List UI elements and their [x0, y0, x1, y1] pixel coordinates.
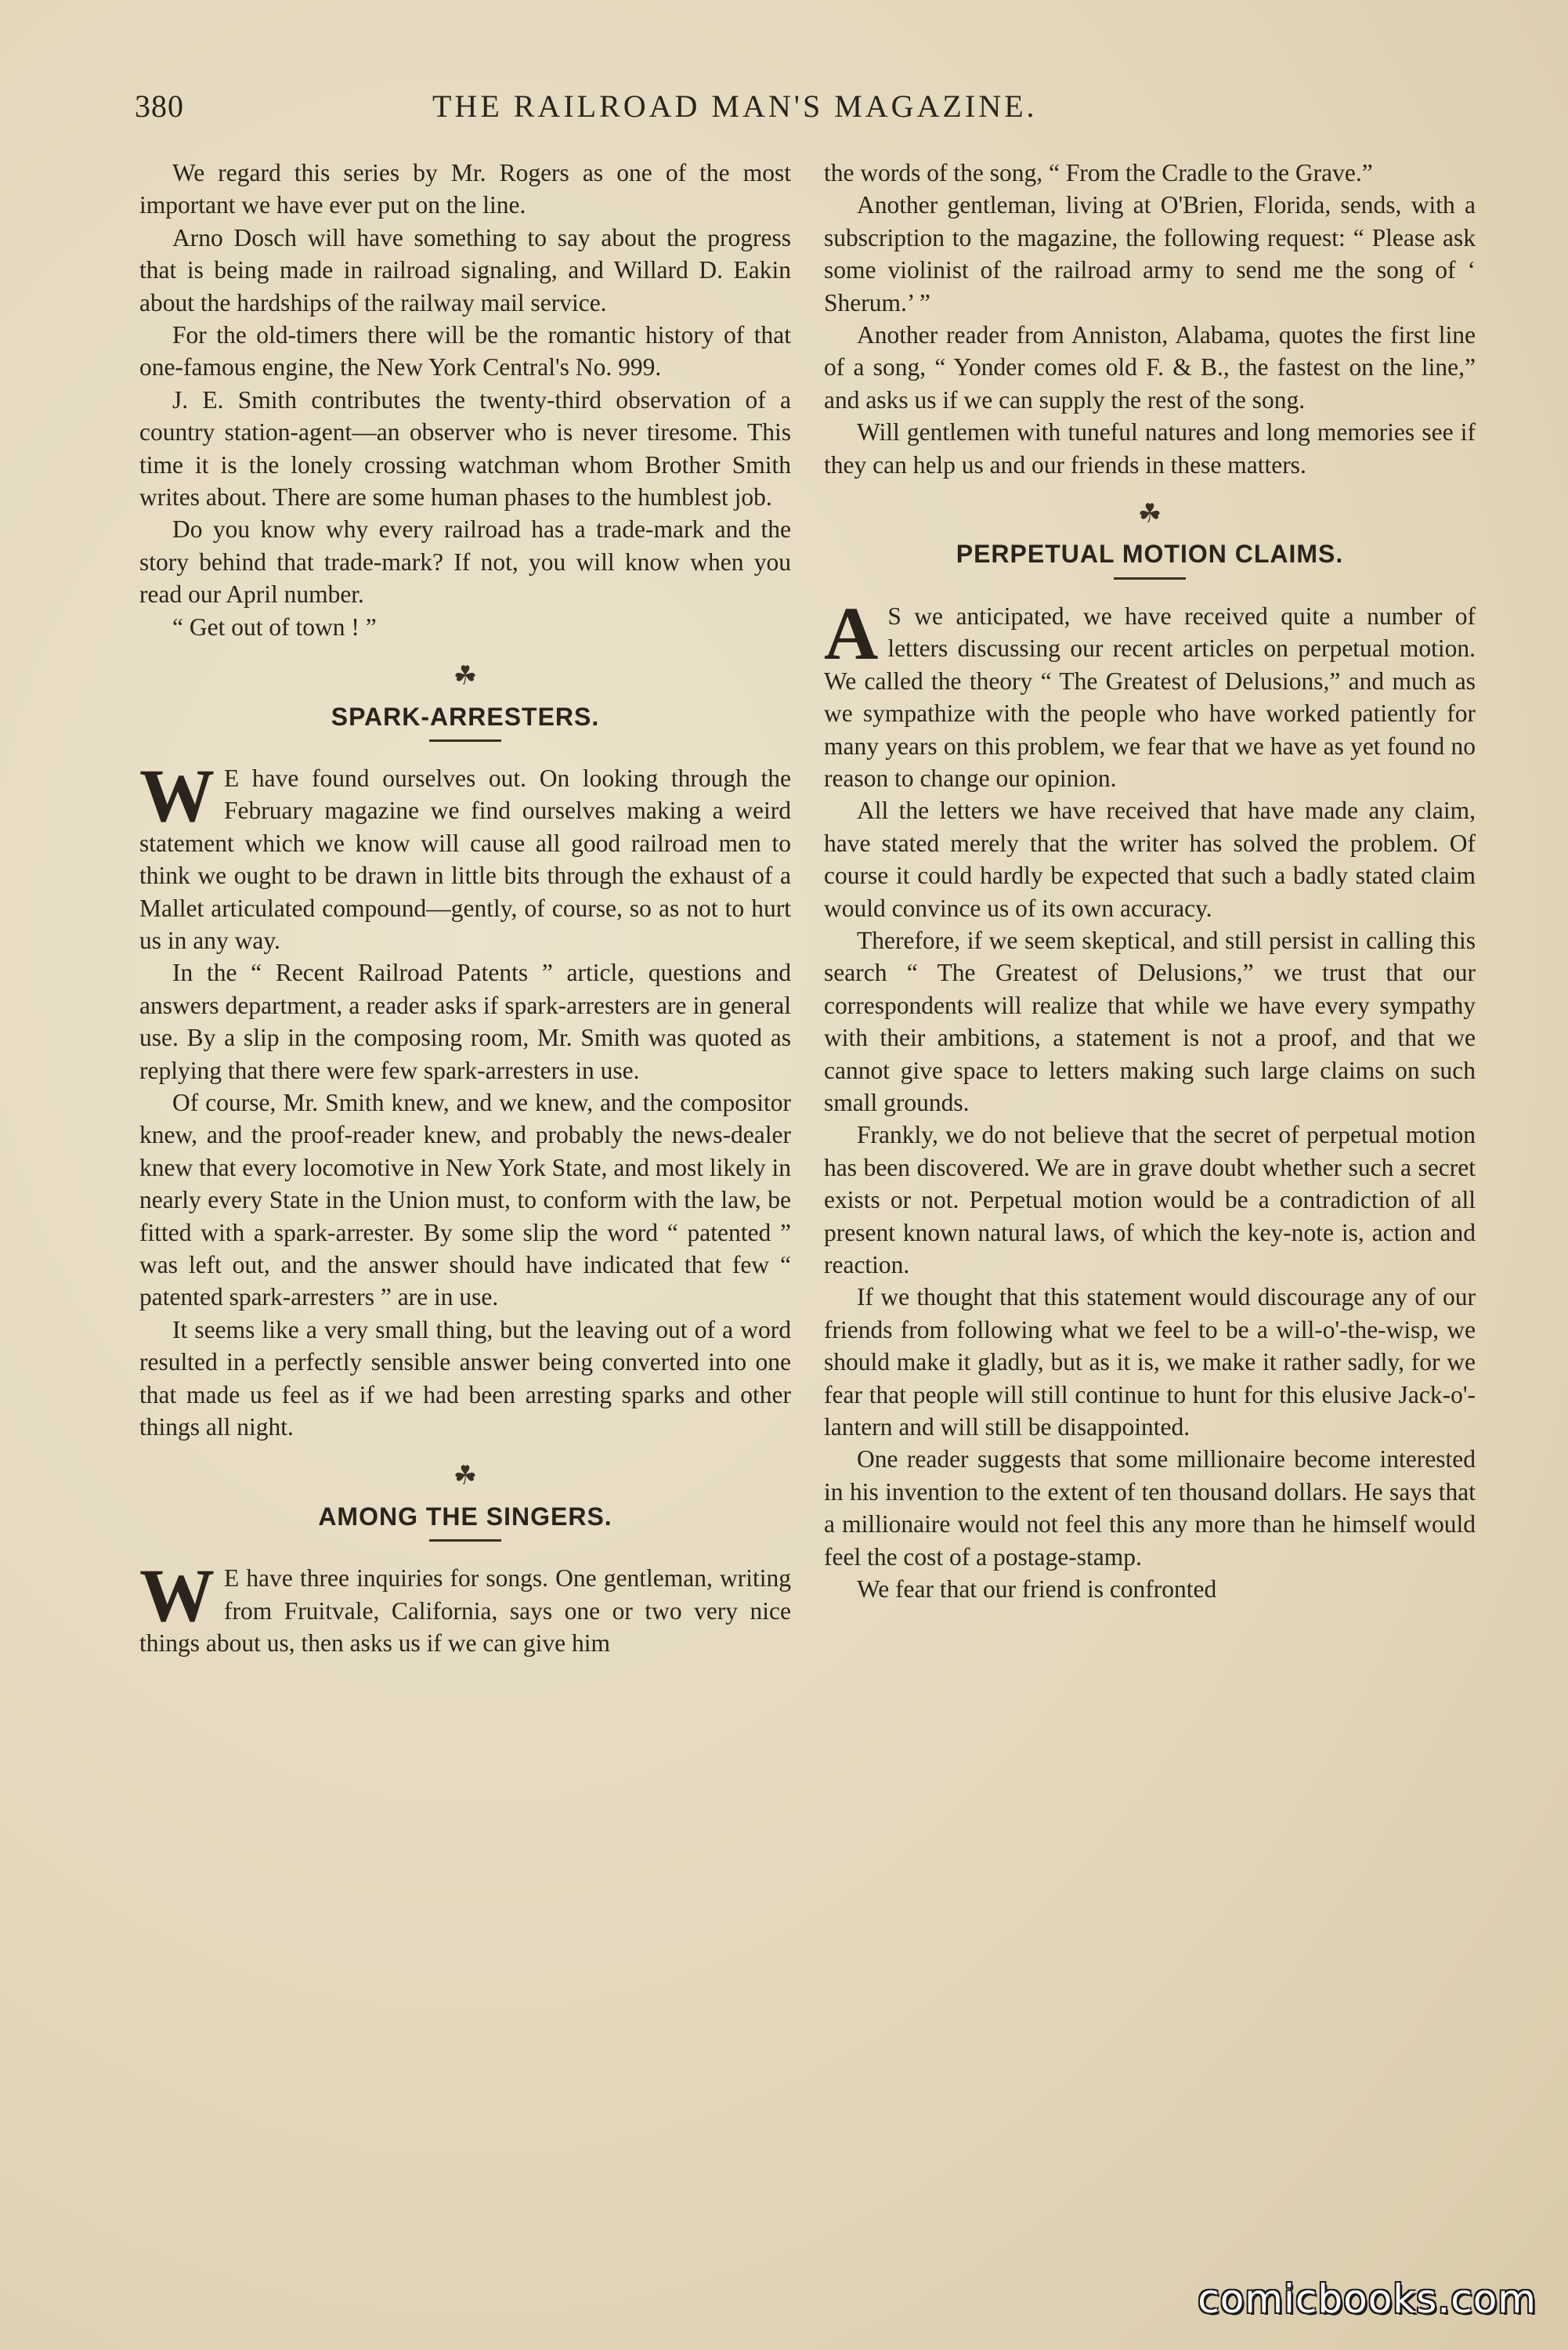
paragraph: Therefore, if we seem skeptical, and still persist in calling this search “ The Greatest of Delusions,” we trust that our correspondents will realize that while we have every sympathy with their ambitions, a statement is not a proof, and that we cannot give space to letters making such large claims on such small grounds. — [824, 926, 1476, 1116]
paragraph-text: E have found ourselves out. On looking through the February magazine we find ourselves making a weird statement which we know will cause all good railroad men to think we ought to be drawn in little bits through the exhaust of a Mallet articulated compound—gently, of course, so as not to hurt us in any way. — [139, 764, 791, 954]
watermark: comicbooks.com — [1198, 2276, 1537, 2322]
paragraph: Frankly, we do not believe that the secret of perpetual motion has been discovered. We are in grave doubt whether such a secret exists or not. Perpetual motion would be a contradiction of all present known natural laws, of which the key-note is, action and reaction. — [824, 1121, 1476, 1278]
paragraph: Another reader from Anniston, Alabama, quotes the first line of a song, “ Yonder comes old F. & B., the fastest on the line,” and asks us if we can supply the rest of the song. — [824, 321, 1476, 414]
paragraph: We regard this series by Mr. Rogers as one of the most important we have ever put on the line. — [139, 159, 791, 219]
page-header — [135, 88, 1482, 135]
right-column — [824, 157, 1476, 1605]
paragraph: We fear that our friend is confronted — [857, 1575, 1217, 1603]
paragraph-text: E have three inquiries for songs. One gentleman, writing from Fruitvale, California, says one or two very nice things about us, then asks us if we can give him — [139, 1564, 791, 1658]
running-title: THE RAILROAD MAN'S MAGAZINE. — [432, 89, 1038, 124]
section-ornament-icon: ☘ — [453, 662, 478, 692]
dropcap: W — [139, 753, 215, 837]
paragraph: Of course, Mr. Smith knew, and we knew, and the compositor knew, and the proof-reader knew, and probably the news-dealer knew that every locomotive in New York State, and most likely in nearly every State in the Union must, to conform with the law, be fitted with a spark-arrester. By some slip the word “ patented ” was left out, and the answer should have indicated that few “ patented spark-arresters ” are in use. — [139, 1088, 791, 1311]
paragraph: In the “ Recent Railroad Patents ” article, questions and answers department, a reader asks if spark-arresters are in general use. By a slip in the composing room, Mr. Smith was quoted as replying that there were few spark-arresters in use. — [139, 959, 791, 1084]
paragraph: It seems like a very small thing, but the leaving out of a word resulted in a perfectly sensible answer being converted into one that made us feel as if we had been arresting sparks and other things all night. — [139, 1315, 791, 1441]
dropcap-paragraph — [139, 1553, 791, 1659]
dropcap: W — [139, 1553, 215, 1638]
paragraph: Another gentleman, living at O'Brien, Florida, sends, with a subscription to the magazine, the following request: “ Please ask some violinist of the railroad army to send me the song of ‘ Sherum.’ ” — [824, 191, 1476, 316]
paragraph: Do you know why every railroad has a trade-mark and the story behind that trade-mark? If not, you will know when you read our April number. — [139, 515, 791, 609]
paragraph: One reader suggests that some millionaire become interested in his invention to the extent of ten thousand dollars. He says that a millionaire would not feel this any more than he himself would feel the cost of a postage-stamp. — [824, 1445, 1476, 1571]
paragraph: J. E. Smith contributes the twenty-third observation of a country station-agent—an observer who is never tiresome. This time it is the lonely crossing watchman whom Brother Smith writes about. There are some human phases to the humblest job. — [139, 385, 791, 512]
heading-rule — [429, 739, 501, 742]
heading-perpetual-motion: PERPETUAL MOTION CLAIMS. — [956, 540, 1344, 569]
heading-rule — [429, 1539, 501, 1542]
dropcap: A — [824, 591, 879, 675]
paragraph: “ Get out of town ! ” — [172, 613, 377, 641]
heading-spark-arresters: SPARK-ARRESTERS. — [331, 702, 600, 731]
paragraph: If we thought that this statement would discourage any of our friends from following what we feel to be a will-o'-the-wisp, we should make it gladly, but as it is, we make it rather sadly, for we fear that people will still continue to hunt for this elusive Jack-o'-lantern and will still be disappointed. — [824, 1283, 1476, 1441]
paragraph: the words of the song, “ From the Cradle to the Grave.” — [824, 159, 1373, 186]
page-number: 380 — [135, 89, 184, 124]
paragraph: Arno Dosch will have something to say about the progress that is being made in railroad signaling, and Willard D. Eakin about the hardships of the railway mail service. — [139, 223, 791, 316]
dropcap-paragraph — [824, 591, 1476, 794]
dropcap-paragraph — [139, 753, 791, 956]
paragraph: For the old-timers there will be the romantic history of that one-famous engine, the New York Central's No. 999. — [139, 321, 791, 381]
heading-rule — [1114, 577, 1186, 580]
paragraph-text: S we anticipated, we have received quite a number of letters discussing our recent articles on perpetual motion. We called the theory “ The Greatest of Delusions,” and much as we sympathize with the people who have worked patiently for many years on this problem, we fear that we have as yet found no reason to change our opinion. — [824, 602, 1476, 792]
section-ornament-icon: ☘ — [453, 1462, 478, 1491]
heading-among-the-singers: AMONG THE SINGERS. — [318, 1502, 612, 1531]
paragraph: Will gentlemen with tuneful natures and long memories see if they can help us and our friends in these matters. — [824, 418, 1476, 479]
paragraph: All the letters we have received that have made any claim, have stated merely that the writer has solved the problem. Of course it could hardly be expected that such a badly stated claim would convince us of its own accuracy. — [824, 797, 1476, 922]
left-column — [139, 157, 791, 1659]
section-ornament-icon: ☘ — [1137, 500, 1162, 530]
